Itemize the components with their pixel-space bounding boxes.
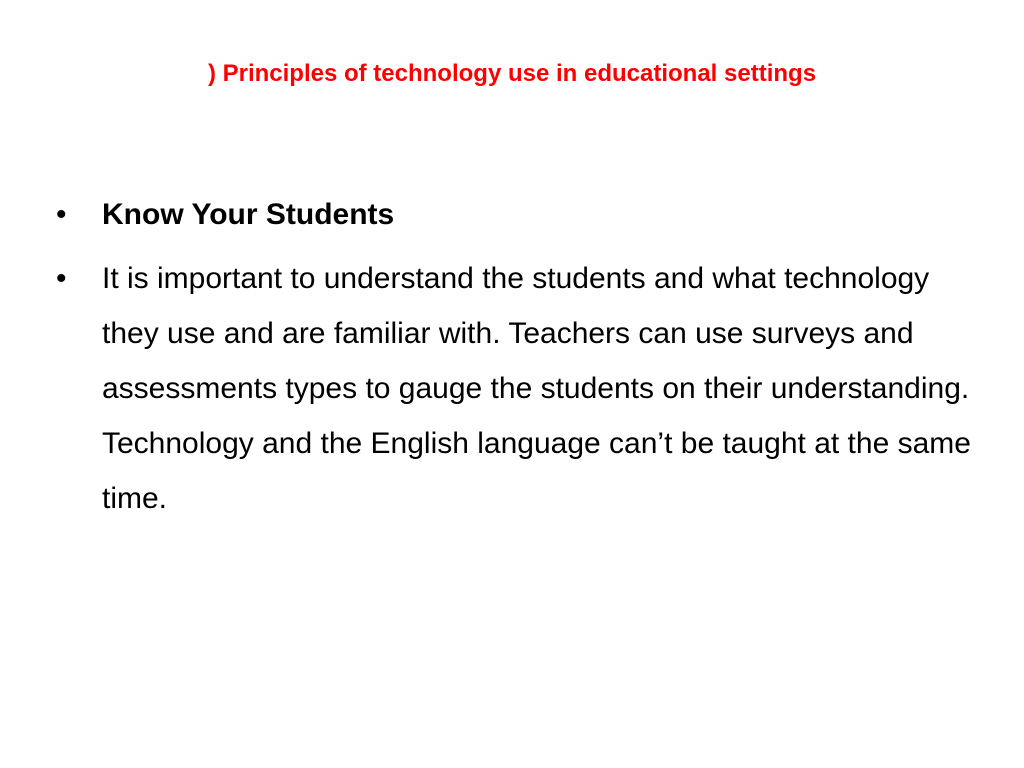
slide-title: ) Principles of technology use in educational settings [207,60,817,87]
bullet-item-know-your-students [56,187,976,242]
bullet-heading-text: Know Your Students [102,198,395,231]
bullet-list [56,187,976,526]
bullet-item-paragraph [56,251,976,526]
bullet-paragraph-text: It is important to understand the students and what technology they use and are familiar with. Teachers can use surveys and assessments types to gauge the students on their understanding. Technology and the English language can’t be taught at the same time. [102,262,971,515]
bullet-dot-icon: • [56,198,67,231]
bullet-dot-icon: • [56,262,67,295]
